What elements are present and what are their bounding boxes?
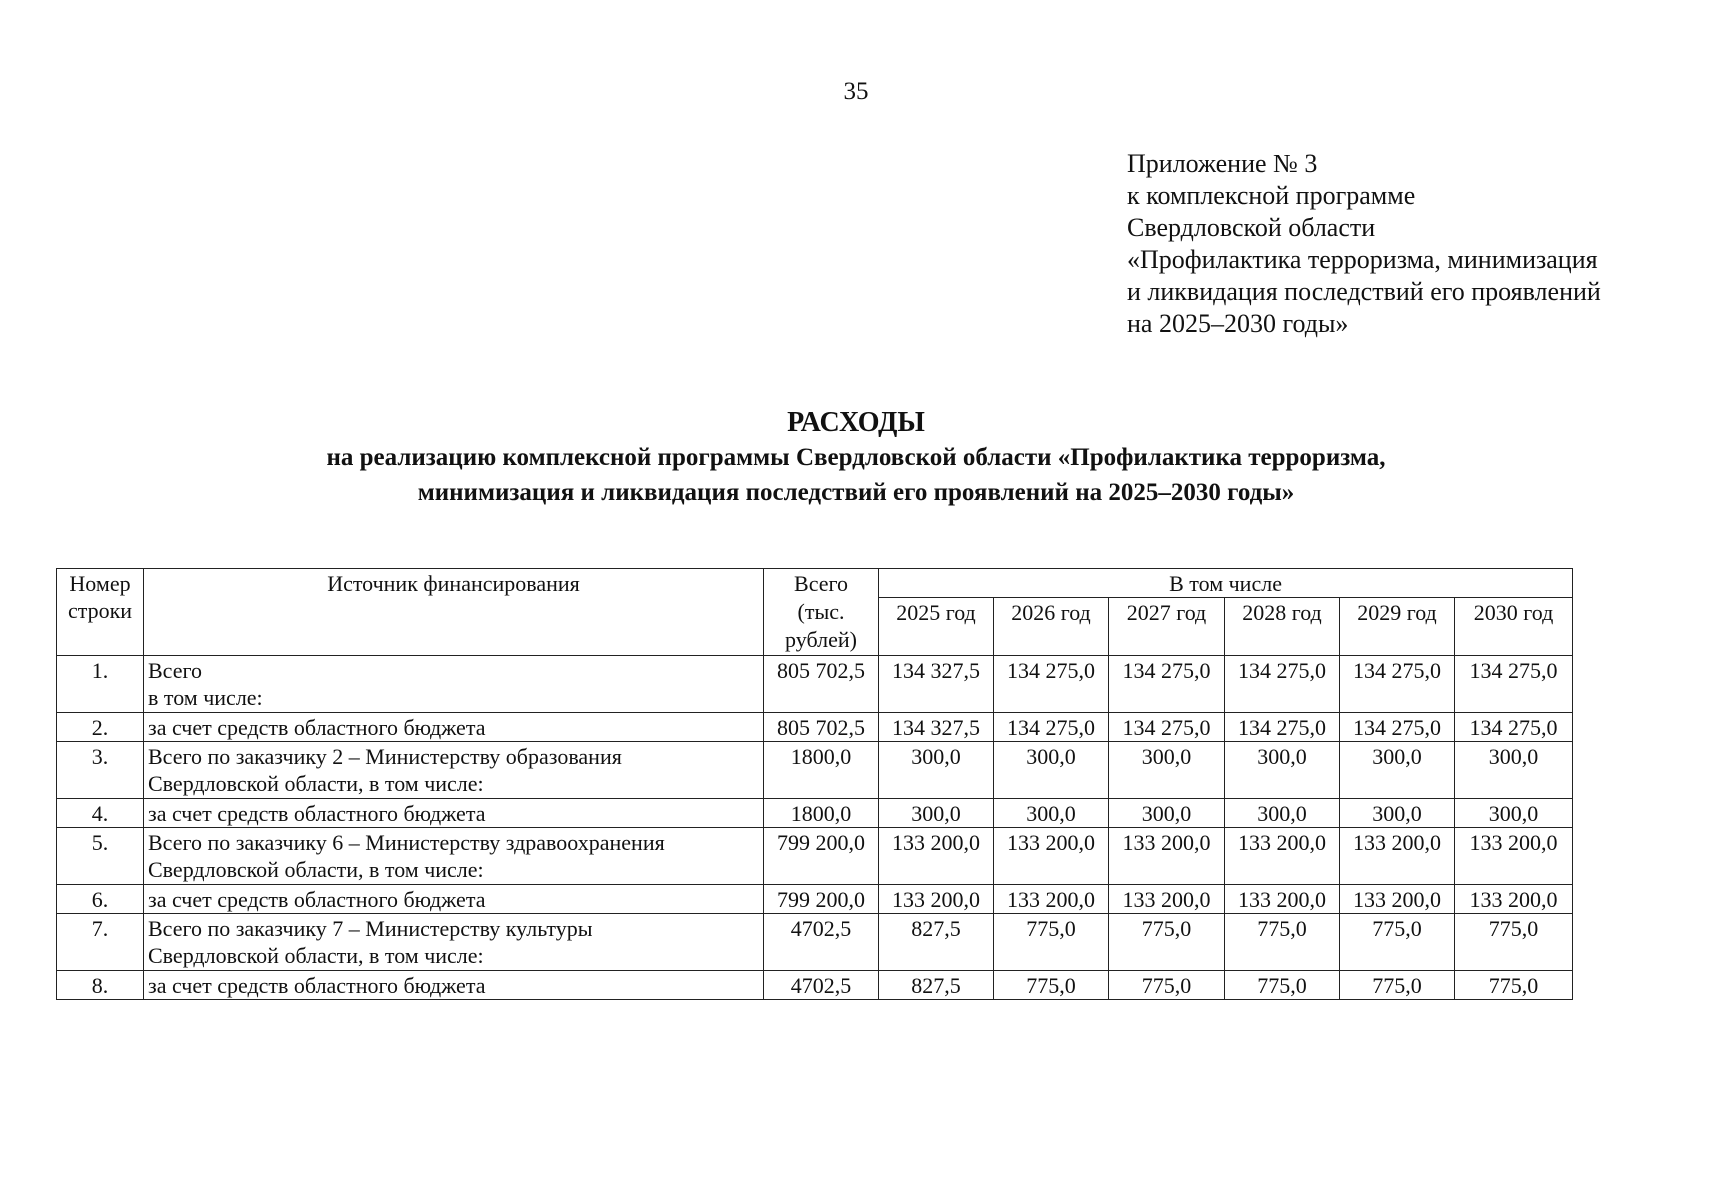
row-year-value: 775,0	[1340, 914, 1455, 971]
table-row	[57, 914, 1573, 971]
row-year-value: 775,0	[994, 971, 1109, 1000]
row-source	[144, 914, 764, 971]
row-total: 805 702,5	[764, 656, 879, 713]
header-total	[764, 569, 879, 656]
row-year-value: 300,0	[1109, 799, 1225, 828]
table-row	[57, 742, 1573, 799]
header-year: 2026 год	[994, 598, 1109, 656]
row-year-value: 300,0	[1340, 799, 1455, 828]
header-row-number	[57, 569, 144, 656]
table-row	[57, 656, 1573, 713]
row-source-line: Свердловской области, в том числе:	[148, 943, 484, 968]
row-year-value: 134 275,0	[1225, 656, 1340, 713]
row-source	[144, 742, 764, 799]
row-year-value: 827,5	[879, 971, 994, 1000]
row-year-value: 134 275,0	[1455, 656, 1573, 713]
row-year-value: 134 275,0	[1455, 713, 1573, 742]
title-main: РАСХОДЫ	[787, 407, 925, 438]
row-year-value: 134 275,0	[1340, 656, 1455, 713]
row-year-value: 133 200,0	[1340, 885, 1455, 914]
row-source-line: Всего по заказчику 7 – Министерству культуры	[148, 916, 593, 941]
table-row	[57, 828, 1573, 885]
header-row-number-line: строки	[67, 598, 133, 623]
row-number: 2.	[57, 713, 144, 742]
row-year-value: 300,0	[1225, 799, 1340, 828]
row-number: 7.	[57, 914, 144, 971]
row-number: 8.	[57, 971, 144, 1000]
row-year-value: 827,5	[879, 914, 994, 971]
row-source-line: Всего	[148, 658, 202, 683]
row-year-value: 775,0	[1225, 914, 1340, 971]
row-total: 805 702,5	[764, 713, 879, 742]
table-row	[57, 885, 1573, 914]
annex-line: и ликвидация последствий его проявлений	[1127, 277, 1601, 306]
annex-line: на 2025–2030 годы»	[1127, 309, 1349, 338]
row-year-value: 775,0	[994, 914, 1109, 971]
row-year-value: 133 200,0	[1109, 828, 1225, 885]
annex-line: к комплексной программе	[1127, 181, 1416, 210]
row-source	[144, 828, 764, 885]
annex-line: «Профилактика терроризма, минимизация	[1127, 245, 1598, 274]
row-year-value: 300,0	[1455, 799, 1573, 828]
header-year: 2027 год	[1109, 598, 1225, 656]
row-number: 1.	[57, 656, 144, 713]
header-year: 2030 год	[1455, 598, 1573, 656]
row-year-value: 134 327,5	[879, 713, 994, 742]
header-total-line: Всего	[794, 571, 848, 596]
expenses-table	[56, 568, 1573, 1000]
row-source-line: Свердловской области, в том числе:	[148, 771, 484, 796]
row-source: за счет средств областного бюджета	[144, 713, 764, 742]
row-source: за счет средств областного бюджета	[144, 799, 764, 828]
row-year-value: 300,0	[1109, 742, 1225, 799]
page-number: 35	[843, 78, 869, 105]
row-number: 3.	[57, 742, 144, 799]
row-year-value: 133 200,0	[994, 885, 1109, 914]
document-title	[0, 406, 1712, 510]
row-total: 799 200,0	[764, 885, 879, 914]
table-row	[57, 713, 1573, 742]
row-year-value: 300,0	[994, 742, 1109, 799]
row-total: 1800,0	[764, 799, 879, 828]
row-source-line: Всего по заказчику 6 – Министерству здравоохранения	[148, 830, 665, 855]
row-number: 4.	[57, 799, 144, 828]
row-year-value: 134 275,0	[1340, 713, 1455, 742]
row-year-value: 134 327,5	[879, 656, 994, 713]
row-year-value: 134 275,0	[994, 713, 1109, 742]
row-year-value: 133 200,0	[1225, 885, 1340, 914]
row-year-value: 134 275,0	[1109, 713, 1225, 742]
row-total: 4702,5	[764, 971, 879, 1000]
row-year-value: 775,0	[1225, 971, 1340, 1000]
row-source-line: Свердловской области, в том числе:	[148, 857, 484, 882]
annex-line: Приложение № 3	[1127, 149, 1318, 178]
row-year-value: 300,0	[879, 799, 994, 828]
row-year-value: 300,0	[879, 742, 994, 799]
row-year-value: 133 200,0	[1340, 828, 1455, 885]
header-including: В том числе	[879, 569, 1573, 598]
row-year-value: 775,0	[1109, 914, 1225, 971]
annex-block	[1127, 148, 1601, 340]
row-year-value: 300,0	[1340, 742, 1455, 799]
row-year-value: 300,0	[1455, 742, 1573, 799]
row-year-value: 134 275,0	[994, 656, 1109, 713]
annex-line: Свердловской области	[1127, 213, 1376, 242]
header-year: 2025 год	[879, 598, 994, 656]
header-total-line: рублей)	[785, 627, 857, 652]
row-year-value: 300,0	[1225, 742, 1340, 799]
row-year-value: 775,0	[1340, 971, 1455, 1000]
header-year: 2028 год	[1225, 598, 1340, 656]
row-source	[144, 656, 764, 713]
row-year-value: 133 200,0	[1455, 885, 1573, 914]
row-total: 1800,0	[764, 742, 879, 799]
row-year-value: 133 200,0	[994, 828, 1109, 885]
row-year-value: 133 200,0	[879, 885, 994, 914]
row-year-value: 775,0	[1455, 914, 1573, 971]
header-row	[57, 569, 1573, 598]
title-line-3: минимизация и ликвидация последствий его проявлений на 2025–2030 годы»	[417, 479, 1295, 506]
header-year: 2029 год	[1340, 598, 1455, 656]
row-year-value: 133 200,0	[1455, 828, 1573, 885]
row-year-value: 133 200,0	[879, 828, 994, 885]
table-body	[57, 656, 1573, 1000]
row-year-value: 134 275,0	[1109, 656, 1225, 713]
row-number: 6.	[57, 885, 144, 914]
row-number: 5.	[57, 828, 144, 885]
header-row-number-line: Номер	[69, 571, 131, 596]
row-year-value: 133 200,0	[1109, 885, 1225, 914]
row-source-line: в том числе:	[148, 685, 263, 710]
row-year-value: 775,0	[1455, 971, 1573, 1000]
row-total: 4702,5	[764, 914, 879, 971]
row-total: 799 200,0	[764, 828, 879, 885]
row-year-value: 133 200,0	[1225, 828, 1340, 885]
row-year-value: 300,0	[994, 799, 1109, 828]
header-total-line: (тыс.	[797, 599, 845, 624]
row-year-value: 775,0	[1109, 971, 1225, 1000]
header-source: Источник финансирования	[144, 569, 764, 656]
row-source-line: Всего по заказчику 2 – Министерству образования	[148, 744, 622, 769]
row-source: за счет средств областного бюджета	[144, 885, 764, 914]
table-row	[57, 971, 1573, 1000]
table-row	[57, 799, 1573, 828]
row-source: за счет средств областного бюджета	[144, 971, 764, 1000]
row-year-value: 134 275,0	[1225, 713, 1340, 742]
title-line-2: на реализацию комплексной программы Свердловской области «Профилактика терроризма,	[326, 444, 1386, 471]
